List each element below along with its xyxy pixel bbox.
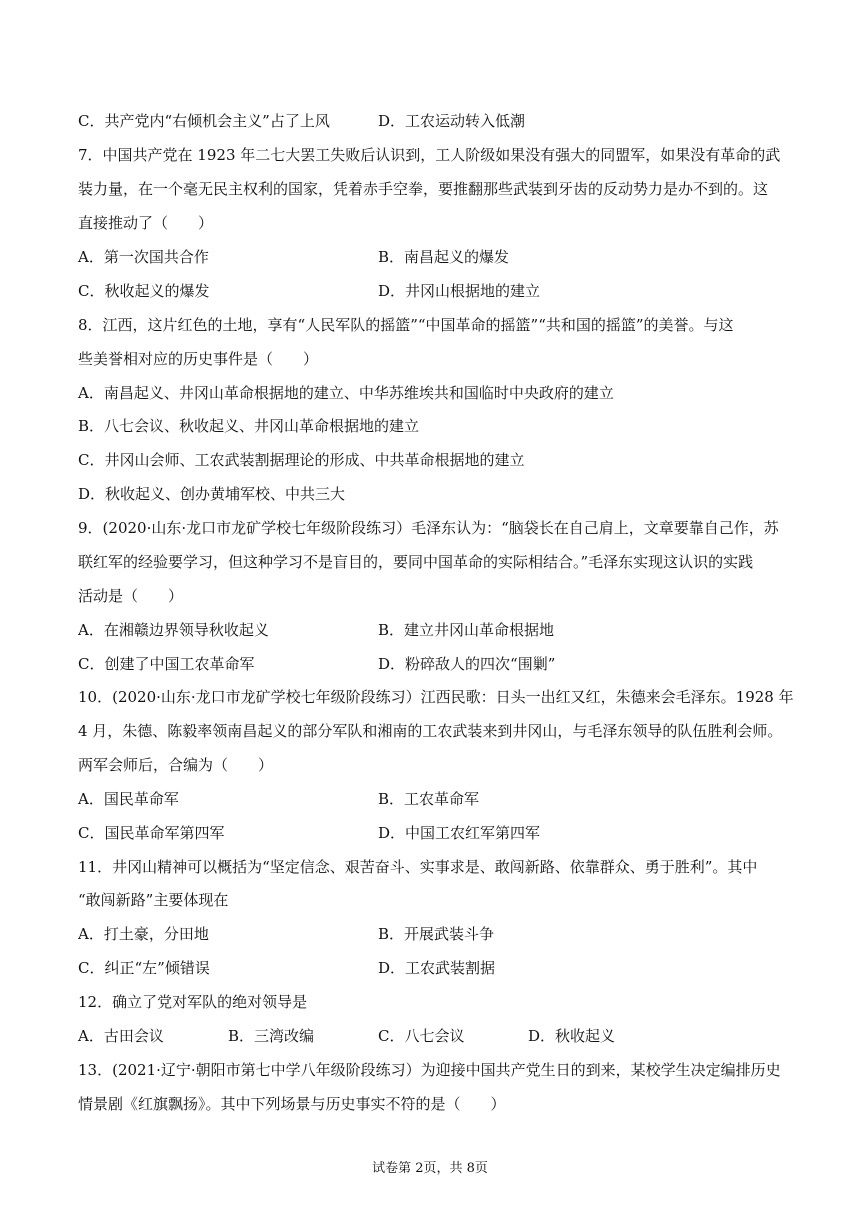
- page-footer: 试卷第 2页，共 8页: [372, 1161, 488, 1176]
- question-10-option-b[interactable]: B．工农革命军: [378, 790, 480, 808]
- question-9-option-a[interactable]: A．在湘赣边界领导秋收起义: [78, 621, 269, 639]
- question-11-option-a[interactable]: A．打土豪，分田地: [78, 925, 209, 943]
- question-11-stem-line: “敢闯新路”主要体现在: [78, 891, 229, 909]
- question-8-stem-line: 8．江西，这片红色的土地，享有“人民军队的摇篮”“中国革命的摇篮”“共和国的摇篮”的美誉。与这: [78, 316, 734, 334]
- question-11-option-d[interactable]: D．工农武装割据: [378, 959, 496, 977]
- question-12-option-a[interactable]: A．古田会议: [78, 1027, 164, 1045]
- question-12-option-b[interactable]: B．三湾改编: [228, 1027, 315, 1045]
- question-9-option-b[interactable]: B．建立井冈山革命根据地: [378, 621, 555, 639]
- question-10-option-d[interactable]: D．中国工农红军第四军: [378, 824, 541, 842]
- question-8-stem-line: 些美誉相对应的历史事件是（ ）: [78, 350, 319, 368]
- question-8-option-b[interactable]: B．八七会议、秋收起义、井冈山革命根据地的建立: [78, 417, 420, 435]
- question-10-stem-line: 两军会师后，合编为（ ）: [78, 756, 274, 774]
- question-9-stem-line: 9．(2020·山东·龙口市龙矿学校七年级阶段练习）毛泽东认为：“脑袋长在自己肩上，文章要靠自己作，苏: [78, 519, 779, 537]
- question-12-option-c[interactable]: C．八七会议: [378, 1027, 465, 1045]
- question-9-stem-line: 联红军的经验要学习，但这种学习不是盲目的，要同中国革命的实际相结合。”毛泽东实现这认识的实践: [78, 553, 754, 571]
- question-7-option-c[interactable]: C．秋收起义的爆发: [78, 282, 210, 300]
- question-13-stem-line: 情景剧《红旗飘扬》。其中下列场景与历史事实不符的是（ ）: [78, 1095, 506, 1113]
- prev-option-c: C．共产党内“右倾机会主义”占了上风: [78, 112, 330, 130]
- question-8-option-a[interactable]: A．南昌起义、井冈山革命根据地的建立、中华苏维埃共和国临时中央政府的建立: [78, 384, 614, 402]
- prev-option-d: D．工农运动转入低潮: [378, 112, 526, 130]
- question-10-stem-line: 10．(2020·山东·龙口市龙矿学校七年级阶段练习）江西民歌：日头一出红又红，朱德来会毛泽东。1928 年: [78, 688, 794, 706]
- question-9-option-c[interactable]: C．创建了中国工农革命军: [78, 655, 255, 673]
- question-12-option-d[interactable]: D．秋收起义: [528, 1027, 616, 1045]
- question-8-option-d[interactable]: D．秋收起义、创办黄埔军校、中共三大: [78, 485, 346, 503]
- question-9-stem-line: 活动是（ ）: [78, 587, 184, 605]
- question-11-option-b[interactable]: B．开展武装斗争: [378, 925, 495, 943]
- question-7-stem-line: 直接推动了（ ）: [78, 214, 214, 232]
- question-7-option-b[interactable]: B．南昌起义的爆发: [378, 248, 510, 266]
- question-12-stem-line: 12．确立了党对军队的绝对领导是: [78, 993, 308, 1011]
- question-8-option-c[interactable]: C．井冈山会师、工农武装割据理论的形成、中共革命根据地的建立: [78, 451, 525, 469]
- question-7-stem-line: 7．中国共产党在 1923 年二七大罢工失败后认识到，工人阶级如果没有强大的同盟军，如果没有革命的武: [78, 146, 781, 164]
- question-10-option-a[interactable]: A．国民革命军: [78, 790, 179, 808]
- question-9-option-d[interactable]: D．粉碎敌人的四次“围剿”: [378, 655, 556, 673]
- question-11-stem-line: 11．井冈山精神可以概括为“坚定信念、艰苦奋斗、实事求是、敢闯新路、依靠群众、勇于胜利”。其中: [78, 858, 758, 876]
- question-7-option-d[interactable]: D．井冈山根据地的建立: [378, 282, 541, 300]
- question-11-option-c[interactable]: C．纠正“左”倾错误: [78, 959, 210, 977]
- question-10-option-c[interactable]: C．国民革命军第四军: [78, 824, 225, 842]
- question-10-stem-line: 4 月，朱德、陈毅率领南昌起义的部分军队和湘南的工农武装来到井冈山，与毛泽东领导的队伍胜利会师。: [78, 722, 783, 740]
- question-13-stem-line: 13．(2021·辽宁·朝阳市第七中学八年级阶段练习）为迎接中国共产党生日的到来，某校学生决定编排历史: [78, 1061, 781, 1079]
- question-7-option-a[interactable]: A．第一次国共合作: [78, 248, 209, 266]
- question-7-stem-line: 装力量，在一个毫无民主权利的国家，凭着赤手空拳，要推翻那些武装到牙齿的反动势力是办不到的。这: [78, 180, 769, 198]
